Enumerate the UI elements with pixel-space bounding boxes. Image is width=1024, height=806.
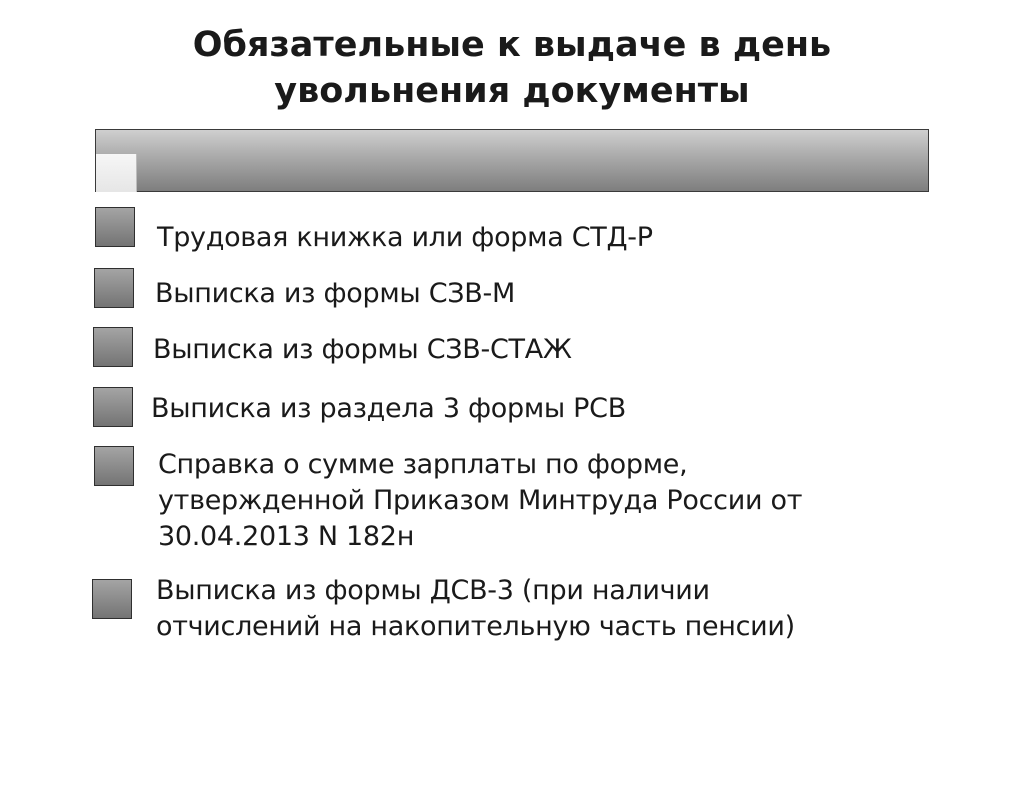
bullet-square-icon	[93, 327, 133, 367]
document-item-label: Выписка из формы СЗВ-М	[155, 278, 515, 309]
slide-title: Обязательные к выдаче в день увольнения документы	[192, 25, 832, 111]
header-bar-notch	[96, 154, 137, 192]
bullet-square-icon	[95, 207, 135, 247]
bullet-square-icon	[93, 387, 133, 427]
document-item-label: Выписка из формы СЗВ-СТАЖ	[153, 334, 572, 365]
document-item-label: Выписка из раздела 3 формы РСВ	[151, 393, 626, 424]
document-item-label: Справка о сумме зарплаты по форме, утвержденной Приказом Минтруда России от 30.04.2013 N 182н	[158, 449, 803, 552]
document-item-label: Выписка из формы ДСВ-3 (при наличии отчислений на накопительную часть пенсии)	[156, 575, 795, 642]
document-item-label: Трудовая книжка или форма СТД-Р	[157, 222, 653, 253]
bullet-square-icon	[94, 446, 134, 486]
bullet-square-icon	[92, 579, 132, 619]
header-bar	[95, 129, 929, 192]
bullet-square-icon	[94, 268, 134, 308]
